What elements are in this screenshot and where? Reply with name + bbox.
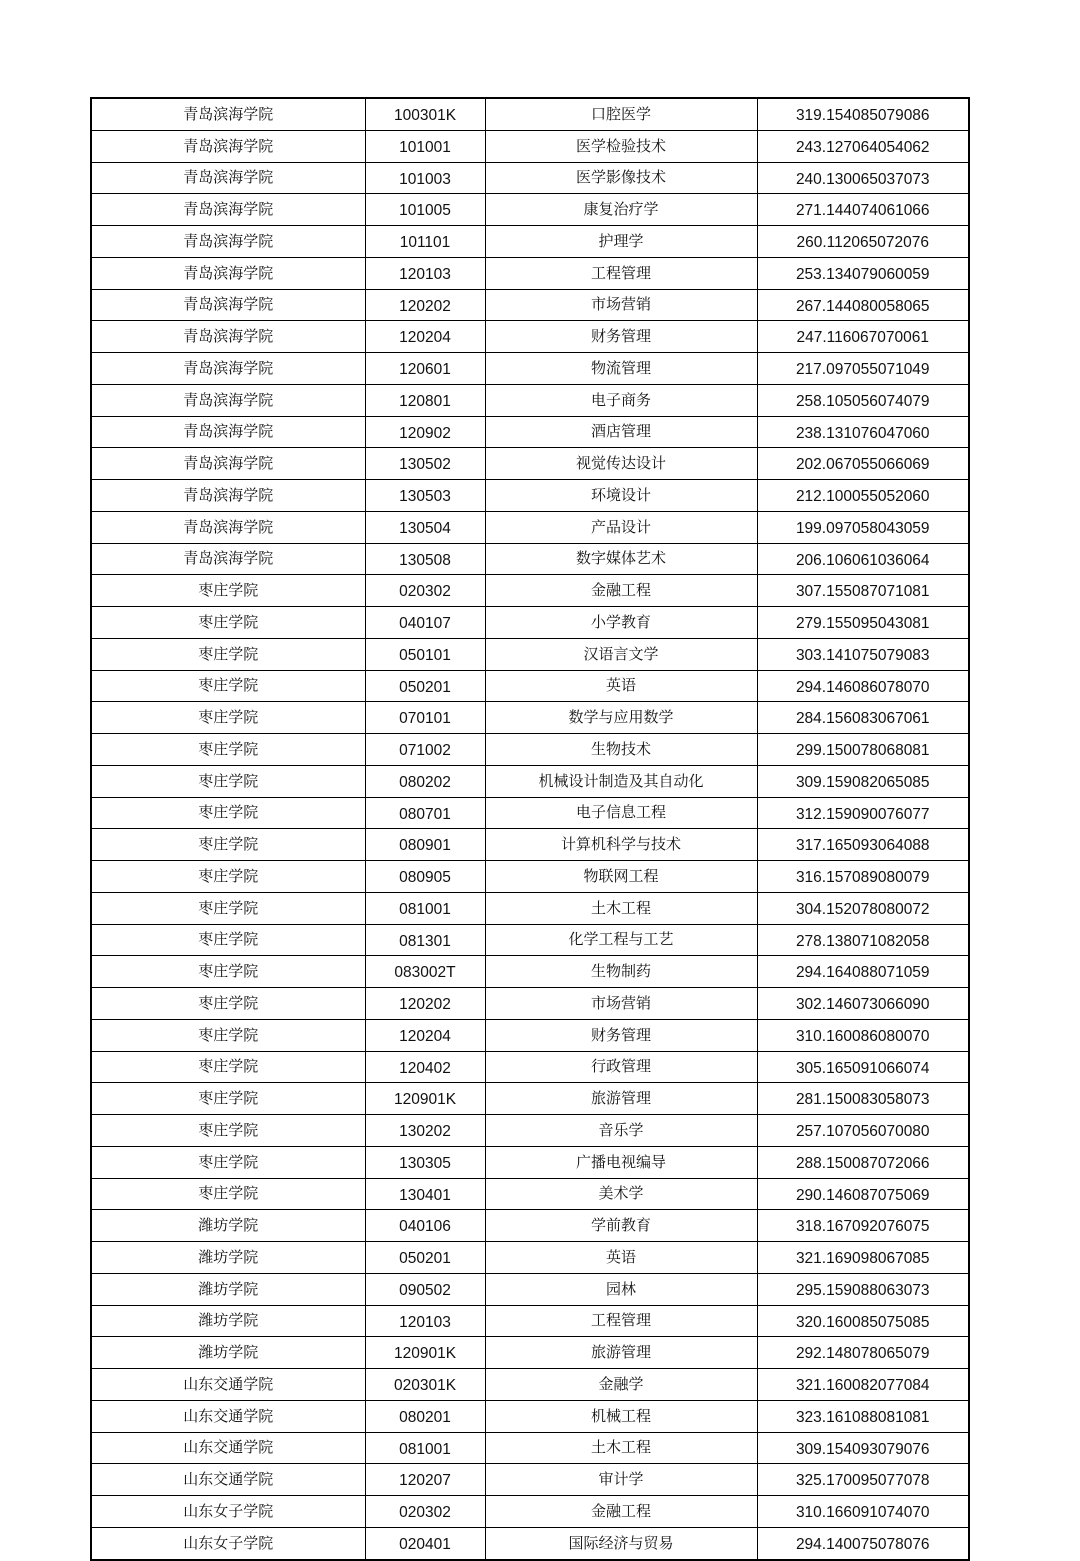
major-name-cell: 口腔医学 bbox=[485, 98, 757, 130]
major-code-cell: 130504 bbox=[365, 511, 485, 543]
major-name-cell: 电子商务 bbox=[485, 384, 757, 416]
table-row bbox=[91, 924, 969, 956]
score-cell: 319.154085079086 bbox=[757, 98, 969, 130]
table-row bbox=[91, 1019, 969, 1051]
school-cell: 枣庄学院 bbox=[91, 1051, 365, 1083]
major-code-cell: 130508 bbox=[365, 543, 485, 575]
table-row bbox=[91, 130, 969, 162]
score-cell: 307.155087071081 bbox=[757, 575, 969, 607]
table-row bbox=[91, 638, 969, 670]
major-code-cell: 101101 bbox=[365, 226, 485, 258]
school-cell: 山东女子学院 bbox=[91, 1496, 365, 1528]
school-cell: 枣庄学院 bbox=[91, 988, 365, 1020]
school-cell: 枣庄学院 bbox=[91, 638, 365, 670]
table-row bbox=[91, 1496, 969, 1528]
major-code-cell: 101003 bbox=[365, 162, 485, 194]
school-cell: 青岛滨海学院 bbox=[91, 448, 365, 480]
major-name-cell: 音乐学 bbox=[485, 1115, 757, 1147]
major-name-cell: 工程管理 bbox=[485, 257, 757, 289]
major-code-cell: 130401 bbox=[365, 1178, 485, 1210]
major-code-cell: 120801 bbox=[365, 384, 485, 416]
major-name-cell: 学前教育 bbox=[485, 1210, 757, 1242]
table-row bbox=[91, 702, 969, 734]
major-name-cell: 旅游管理 bbox=[485, 1083, 757, 1115]
major-name-cell: 计算机科学与技术 bbox=[485, 829, 757, 861]
major-code-cell: 081001 bbox=[365, 892, 485, 924]
major-name-cell: 市场营销 bbox=[485, 988, 757, 1020]
score-cell: 281.150083058073 bbox=[757, 1083, 969, 1115]
score-cell: 309.159082065085 bbox=[757, 765, 969, 797]
major-code-cell: 120901K bbox=[365, 1337, 485, 1369]
major-code-cell: 120202 bbox=[365, 988, 485, 1020]
table-row bbox=[91, 1083, 969, 1115]
table-row bbox=[91, 289, 969, 321]
major-code-cell: 130502 bbox=[365, 448, 485, 480]
score-cell: 238.131076047060 bbox=[757, 416, 969, 448]
score-cell: 212.100055052060 bbox=[757, 480, 969, 512]
major-name-cell: 汉语言文学 bbox=[485, 638, 757, 670]
score-cell: 294.140075078076 bbox=[757, 1527, 969, 1559]
table-row bbox=[91, 480, 969, 512]
school-cell: 山东女子学院 bbox=[91, 1527, 365, 1559]
school-cell: 山东交通学院 bbox=[91, 1432, 365, 1464]
school-cell: 青岛滨海学院 bbox=[91, 543, 365, 575]
major-name-cell: 审计学 bbox=[485, 1464, 757, 1496]
table-row bbox=[91, 1527, 969, 1559]
school-cell: 青岛滨海学院 bbox=[91, 384, 365, 416]
table-row bbox=[91, 1305, 969, 1337]
score-cell: 323.161088081081 bbox=[757, 1400, 969, 1432]
table-row bbox=[91, 1369, 969, 1401]
major-code-cell: 081001 bbox=[365, 1432, 485, 1464]
major-name-cell: 小学教育 bbox=[485, 607, 757, 639]
table-row bbox=[91, 1115, 969, 1147]
score-cell: 318.167092076075 bbox=[757, 1210, 969, 1242]
major-code-cell: 120202 bbox=[365, 289, 485, 321]
major-name-cell: 护理学 bbox=[485, 226, 757, 258]
major-code-cell: 080901 bbox=[365, 829, 485, 861]
major-name-cell: 化学工程与工艺 bbox=[485, 924, 757, 956]
score-cell: 258.105056074079 bbox=[757, 384, 969, 416]
school-cell: 枣庄学院 bbox=[91, 575, 365, 607]
major-name-cell: 金融学 bbox=[485, 1369, 757, 1401]
major-code-cell: 101001 bbox=[365, 130, 485, 162]
score-cell: 292.148078065079 bbox=[757, 1337, 969, 1369]
major-name-cell: 英语 bbox=[485, 1242, 757, 1274]
school-cell: 潍坊学院 bbox=[91, 1242, 365, 1274]
school-cell: 枣庄学院 bbox=[91, 670, 365, 702]
major-name-cell: 美术学 bbox=[485, 1178, 757, 1210]
major-name-cell: 医学检验技术 bbox=[485, 130, 757, 162]
school-cell: 潍坊学院 bbox=[91, 1273, 365, 1305]
major-name-cell: 数字媒体艺术 bbox=[485, 543, 757, 575]
score-cell: 290.146087075069 bbox=[757, 1178, 969, 1210]
score-cell: 294.164088071059 bbox=[757, 956, 969, 988]
major-code-cell: 020401 bbox=[365, 1527, 485, 1559]
major-code-cell: 100301K bbox=[365, 98, 485, 130]
score-cell: 303.141075079083 bbox=[757, 638, 969, 670]
table-row bbox=[91, 1146, 969, 1178]
major-code-cell: 083002T bbox=[365, 956, 485, 988]
table-row bbox=[91, 575, 969, 607]
major-name-cell: 酒店管理 bbox=[485, 416, 757, 448]
school-cell: 潍坊学院 bbox=[91, 1305, 365, 1337]
major-code-cell: 040107 bbox=[365, 607, 485, 639]
major-code-cell: 050201 bbox=[365, 1242, 485, 1274]
major-code-cell: 120204 bbox=[365, 321, 485, 353]
school-cell: 山东交通学院 bbox=[91, 1369, 365, 1401]
major-code-cell: 020301K bbox=[365, 1369, 485, 1401]
major-code-cell: 071002 bbox=[365, 734, 485, 766]
major-name-cell: 国际经济与贸易 bbox=[485, 1527, 757, 1559]
score-cell: 312.159090076077 bbox=[757, 797, 969, 829]
major-name-cell: 园林 bbox=[485, 1273, 757, 1305]
table-row bbox=[91, 384, 969, 416]
table-row bbox=[91, 353, 969, 385]
major-name-cell: 工程管理 bbox=[485, 1305, 757, 1337]
score-cell: 321.169098067085 bbox=[757, 1242, 969, 1274]
table-row bbox=[91, 321, 969, 353]
school-cell: 枣庄学院 bbox=[91, 892, 365, 924]
school-cell: 枣庄学院 bbox=[91, 702, 365, 734]
school-cell: 青岛滨海学院 bbox=[91, 511, 365, 543]
school-cell: 枣庄学院 bbox=[91, 1083, 365, 1115]
major-name-cell: 土木工程 bbox=[485, 892, 757, 924]
score-cell: 202.067055066069 bbox=[757, 448, 969, 480]
school-cell: 枣庄学院 bbox=[91, 765, 365, 797]
major-code-cell: 040106 bbox=[365, 1210, 485, 1242]
major-code-cell: 130202 bbox=[365, 1115, 485, 1147]
table-row bbox=[91, 98, 969, 130]
major-name-cell: 康复治疗学 bbox=[485, 194, 757, 226]
score-cell: 271.144074061066 bbox=[757, 194, 969, 226]
score-cell: 267.144080058065 bbox=[757, 289, 969, 321]
major-code-cell: 130503 bbox=[365, 480, 485, 512]
score-cell: 304.152078080072 bbox=[757, 892, 969, 924]
major-name-cell: 物流管理 bbox=[485, 353, 757, 385]
major-name-cell: 物联网工程 bbox=[485, 861, 757, 893]
major-code-cell: 050201 bbox=[365, 670, 485, 702]
score-cell: 217.097055071049 bbox=[757, 353, 969, 385]
school-cell: 枣庄学院 bbox=[91, 734, 365, 766]
school-cell: 枣庄学院 bbox=[91, 1146, 365, 1178]
major-name-cell: 市场营销 bbox=[485, 289, 757, 321]
major-code-cell: 120103 bbox=[365, 1305, 485, 1337]
major-name-cell: 广播电视编导 bbox=[485, 1146, 757, 1178]
major-name-cell: 医学影像技术 bbox=[485, 162, 757, 194]
score-cell: 199.097058043059 bbox=[757, 511, 969, 543]
major-name-cell: 数学与应用数学 bbox=[485, 702, 757, 734]
score-cell: 247.116067070061 bbox=[757, 321, 969, 353]
major-code-cell: 050101 bbox=[365, 638, 485, 670]
school-cell: 青岛滨海学院 bbox=[91, 98, 365, 130]
score-cell: 305.165091066074 bbox=[757, 1051, 969, 1083]
major-code-cell: 120204 bbox=[365, 1019, 485, 1051]
score-cell: 284.156083067061 bbox=[757, 702, 969, 734]
table-row bbox=[91, 511, 969, 543]
score-cell: 325.170095077078 bbox=[757, 1464, 969, 1496]
school-cell: 青岛滨海学院 bbox=[91, 226, 365, 258]
score-cell: 299.150078068081 bbox=[757, 734, 969, 766]
table-row bbox=[91, 892, 969, 924]
major-code-cell: 120901K bbox=[365, 1083, 485, 1115]
major-name-cell: 电子信息工程 bbox=[485, 797, 757, 829]
table-row bbox=[91, 607, 969, 639]
major-name-cell: 机械设计制造及其自动化 bbox=[485, 765, 757, 797]
major-code-cell: 120601 bbox=[365, 353, 485, 385]
school-cell: 枣庄学院 bbox=[91, 1178, 365, 1210]
score-cell: 317.165093064088 bbox=[757, 829, 969, 861]
major-name-cell: 生物制药 bbox=[485, 956, 757, 988]
table-row bbox=[91, 1432, 969, 1464]
school-cell: 枣庄学院 bbox=[91, 956, 365, 988]
major-code-cell: 090502 bbox=[365, 1273, 485, 1305]
major-code-cell: 020302 bbox=[365, 575, 485, 607]
school-cell: 枣庄学院 bbox=[91, 1019, 365, 1051]
major-name-cell: 旅游管理 bbox=[485, 1337, 757, 1369]
major-name-cell: 财务管理 bbox=[485, 1019, 757, 1051]
major-code-cell: 130305 bbox=[365, 1146, 485, 1178]
table-row bbox=[91, 1178, 969, 1210]
score-cell: 302.146073066090 bbox=[757, 988, 969, 1020]
school-cell: 山东交通学院 bbox=[91, 1400, 365, 1432]
school-cell: 枣庄学院 bbox=[91, 797, 365, 829]
major-name-cell: 机械工程 bbox=[485, 1400, 757, 1432]
table-row bbox=[91, 1051, 969, 1083]
table-row bbox=[91, 226, 969, 258]
school-cell: 枣庄学院 bbox=[91, 829, 365, 861]
table-row bbox=[91, 765, 969, 797]
score-cell: 309.154093079076 bbox=[757, 1432, 969, 1464]
table-row bbox=[91, 1273, 969, 1305]
major-name-cell: 环境设计 bbox=[485, 480, 757, 512]
school-cell: 青岛滨海学院 bbox=[91, 321, 365, 353]
major-name-cell: 产品设计 bbox=[485, 511, 757, 543]
table-row bbox=[91, 988, 969, 1020]
school-cell: 枣庄学院 bbox=[91, 924, 365, 956]
score-cell: 260.112065072076 bbox=[757, 226, 969, 258]
table-row bbox=[91, 861, 969, 893]
table-row bbox=[91, 670, 969, 702]
school-cell: 潍坊学院 bbox=[91, 1210, 365, 1242]
school-cell: 山东交通学院 bbox=[91, 1464, 365, 1496]
school-cell: 青岛滨海学院 bbox=[91, 480, 365, 512]
table-row bbox=[91, 448, 969, 480]
score-cell: 321.160082077084 bbox=[757, 1369, 969, 1401]
score-cell: 294.146086078070 bbox=[757, 670, 969, 702]
major-code-cell: 080701 bbox=[365, 797, 485, 829]
table-body bbox=[91, 98, 969, 1560]
score-cell: 320.160085075085 bbox=[757, 1305, 969, 1337]
major-code-cell: 020302 bbox=[365, 1496, 485, 1528]
major-name-cell: 英语 bbox=[485, 670, 757, 702]
score-cell: 295.159088063073 bbox=[757, 1273, 969, 1305]
score-cell: 310.166091074070 bbox=[757, 1496, 969, 1528]
table-row bbox=[91, 1210, 969, 1242]
school-cell: 枣庄学院 bbox=[91, 1115, 365, 1147]
score-cell: 243.127064054062 bbox=[757, 130, 969, 162]
score-cell: 240.130065037073 bbox=[757, 162, 969, 194]
table-row bbox=[91, 797, 969, 829]
table-row bbox=[91, 956, 969, 988]
school-cell: 青岛滨海学院 bbox=[91, 130, 365, 162]
score-cell: 316.157089080079 bbox=[757, 861, 969, 893]
school-cell: 青岛滨海学院 bbox=[91, 416, 365, 448]
major-code-cell: 120207 bbox=[365, 1464, 485, 1496]
table-row bbox=[91, 257, 969, 289]
score-cell: 206.106061036064 bbox=[757, 543, 969, 575]
school-cell: 潍坊学院 bbox=[91, 1337, 365, 1369]
major-code-cell: 070101 bbox=[365, 702, 485, 734]
score-cell: 278.138071082058 bbox=[757, 924, 969, 956]
major-name-cell: 土木工程 bbox=[485, 1432, 757, 1464]
score-cell: 288.150087072066 bbox=[757, 1146, 969, 1178]
major-name-cell: 视觉传达设计 bbox=[485, 448, 757, 480]
table-row bbox=[91, 1242, 969, 1274]
major-code-cell: 080202 bbox=[365, 765, 485, 797]
major-name-cell: 行政管理 bbox=[485, 1051, 757, 1083]
major-name-cell: 金融工程 bbox=[485, 575, 757, 607]
table-row bbox=[91, 734, 969, 766]
school-cell: 青岛滨海学院 bbox=[91, 257, 365, 289]
major-name-cell: 金融工程 bbox=[485, 1496, 757, 1528]
major-name-cell: 财务管理 bbox=[485, 321, 757, 353]
table-row bbox=[91, 1400, 969, 1432]
major-code-cell: 120103 bbox=[365, 257, 485, 289]
school-cell: 青岛滨海学院 bbox=[91, 194, 365, 226]
major-code-cell: 120402 bbox=[365, 1051, 485, 1083]
score-cell: 257.107056070080 bbox=[757, 1115, 969, 1147]
table-row bbox=[91, 194, 969, 226]
major-name-cell: 生物技术 bbox=[485, 734, 757, 766]
table-row bbox=[91, 1337, 969, 1369]
major-code-cell: 120902 bbox=[365, 416, 485, 448]
major-code-cell: 101005 bbox=[365, 194, 485, 226]
major-code-cell: 081301 bbox=[365, 924, 485, 956]
school-cell: 青岛滨海学院 bbox=[91, 353, 365, 385]
major-code-cell: 080905 bbox=[365, 861, 485, 893]
table-row bbox=[91, 543, 969, 575]
score-cell: 310.160086080070 bbox=[757, 1019, 969, 1051]
score-cell: 253.134079060059 bbox=[757, 257, 969, 289]
table-row bbox=[91, 416, 969, 448]
school-cell: 枣庄学院 bbox=[91, 861, 365, 893]
table-row bbox=[91, 162, 969, 194]
major-code-cell: 080201 bbox=[365, 1400, 485, 1432]
score-cell: 279.155095043081 bbox=[757, 607, 969, 639]
school-cell: 枣庄学院 bbox=[91, 607, 365, 639]
admission-score-table bbox=[90, 97, 970, 1561]
school-cell: 青岛滨海学院 bbox=[91, 289, 365, 321]
school-cell: 青岛滨海学院 bbox=[91, 162, 365, 194]
table-row bbox=[91, 1464, 969, 1496]
table-row bbox=[91, 829, 969, 861]
